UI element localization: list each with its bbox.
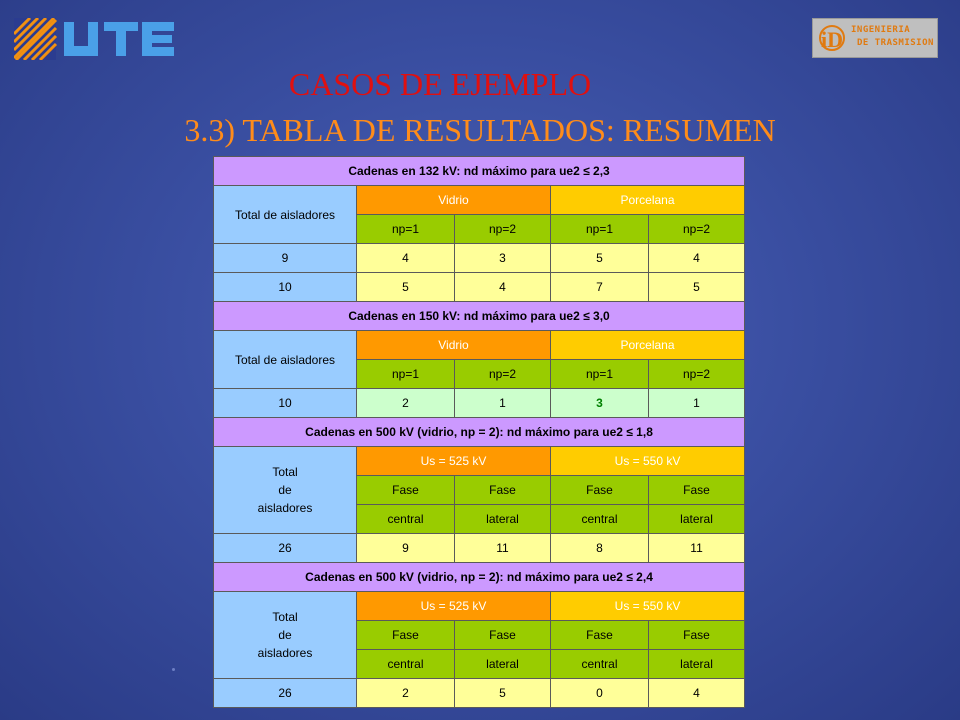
value-cell: 3 xyxy=(455,244,551,273)
value-cell: 1 xyxy=(455,389,551,418)
subhead-cell: np=1 xyxy=(357,215,455,244)
subhead-cell: np=2 xyxy=(455,360,551,389)
total-label-line: aisladores xyxy=(257,501,313,515)
group-row xyxy=(214,447,745,476)
value-cell: 5 xyxy=(357,273,455,302)
section-header: Cadenas en 500 kV (vidrio, np = 2): nd máximo para ue2 ≤ 1,8 xyxy=(214,418,745,447)
total-aisladores-label: Total de aisladores xyxy=(214,186,357,244)
section-header: Cadenas en 500 kV (vidrio, np = 2): nd máximo para ue2 ≤ 2,4 xyxy=(214,563,745,592)
group-vidrio: Vidrio xyxy=(357,331,551,360)
subhead-cell: Fase xyxy=(455,476,551,505)
subhead-cell: Fase xyxy=(551,621,649,650)
total-cell: 10 xyxy=(214,273,357,302)
value-cell: 11 xyxy=(649,534,745,563)
decorative-dot xyxy=(172,668,175,671)
total-aisladores-label xyxy=(214,592,357,679)
value-cell: 4 xyxy=(357,244,455,273)
total-aisladores-label: Total de aisladores xyxy=(214,331,357,389)
total-label-line: de xyxy=(278,628,292,642)
value-cell: 7 xyxy=(551,273,649,302)
group-row xyxy=(214,331,745,360)
value-cell: 4 xyxy=(649,679,745,708)
subhead-cell: Fase xyxy=(649,621,745,650)
subhead-cell: central xyxy=(551,650,649,679)
value-cell: 1 xyxy=(649,389,745,418)
ingenieria-logo xyxy=(812,18,938,58)
table-row xyxy=(214,244,745,273)
value-cell: 9 xyxy=(357,534,455,563)
value-cell: 11 xyxy=(455,534,551,563)
subhead-cell: np=1 xyxy=(551,215,649,244)
subhead-cell: central xyxy=(357,650,455,679)
subhead-cell: Fase xyxy=(551,476,649,505)
subhead-cell: np=2 xyxy=(649,360,745,389)
total-label-line: Total xyxy=(272,465,298,479)
subhead-cell: np=1 xyxy=(357,360,455,389)
total-cell: 26 xyxy=(214,534,357,563)
group-porcelana: Porcelana xyxy=(551,186,745,215)
subhead-cell: Fase xyxy=(455,621,551,650)
value-cell: 5 xyxy=(649,273,745,302)
value-cell: 5 xyxy=(455,679,551,708)
group-us-550: Us = 550 kV xyxy=(551,592,745,621)
ute-logo xyxy=(14,18,176,60)
value-cell: 4 xyxy=(455,273,551,302)
total-cell: 10 xyxy=(214,389,357,418)
subhead-cell: Fase xyxy=(649,476,745,505)
subhead-cell: np=1 xyxy=(551,360,649,389)
total-label-line: de xyxy=(278,483,292,497)
subhead-cell: np=2 xyxy=(649,215,745,244)
group-us-525: Us = 525 kV xyxy=(357,592,551,621)
slide-subtitle: 3.3) TABLA DE RESULTADOS: RESUMEN xyxy=(184,112,776,148)
total-label-line: aisladores xyxy=(257,646,313,660)
subhead-cell: Fase xyxy=(357,476,455,505)
results-table xyxy=(213,156,745,708)
group-row xyxy=(214,186,745,215)
table-row xyxy=(214,273,745,302)
table-row xyxy=(214,389,745,418)
value-cell: 5 xyxy=(551,244,649,273)
subhead-cell: central xyxy=(357,505,455,534)
section-header-row xyxy=(214,418,745,447)
table-row xyxy=(214,534,745,563)
total-aisladores-label xyxy=(214,447,357,534)
subhead-cell: lateral xyxy=(455,650,551,679)
subhead-cell: lateral xyxy=(649,650,745,679)
section-header: Cadenas en 132 kV: nd máximo para ue2 ≤ 2,3 xyxy=(214,157,745,186)
id-logo-mark: iD xyxy=(821,27,843,52)
group-porcelana: Porcelana xyxy=(551,331,745,360)
section-header: Cadenas en 150 kV: nd máximo para ue2 ≤ 3,0 xyxy=(214,302,745,331)
subhead-cell: Fase xyxy=(357,621,455,650)
value-cell: 2 xyxy=(357,389,455,418)
value-cell: 8 xyxy=(551,534,649,563)
subhead-cell: np=2 xyxy=(455,215,551,244)
total-cell: 26 xyxy=(214,679,357,708)
group-us-550: Us = 550 kV xyxy=(551,447,745,476)
total-label-line: Total xyxy=(272,610,298,624)
value-cell: 2 xyxy=(357,679,455,708)
group-us-525: Us = 525 kV xyxy=(357,447,551,476)
section-header-row xyxy=(214,157,745,186)
table-row xyxy=(214,679,745,708)
subhead-cell: lateral xyxy=(649,505,745,534)
group-vidrio: Vidrio xyxy=(357,186,551,215)
value-cell: 4 xyxy=(649,244,745,273)
slide-title: CASOS DE EJEMPLO xyxy=(288,66,592,102)
subhead-cell: lateral xyxy=(455,505,551,534)
value-cell: 0 xyxy=(551,679,649,708)
section-header-row xyxy=(214,302,745,331)
section-header-row xyxy=(214,563,745,592)
value-cell-highlight: 3 xyxy=(551,389,649,418)
logo-text-line2: DE TRASMISION xyxy=(857,38,934,48)
subhead-cell: central xyxy=(551,505,649,534)
logo-text-line1: INGENIERIA xyxy=(851,25,911,35)
group-row xyxy=(214,592,745,621)
total-cell: 9 xyxy=(214,244,357,273)
